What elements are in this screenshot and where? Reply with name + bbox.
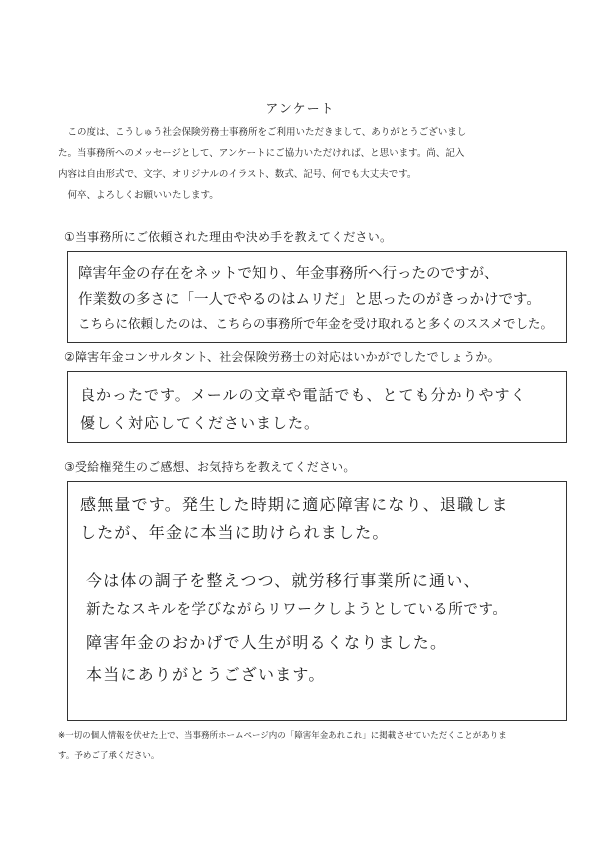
question-2: ②障害年金コンサルタント、社会保険労務士の対応はいかがでしたでしょうか。 [64, 350, 500, 364]
answer-2-line-1: 良かったです。メールの文章や電話でも、とても分かりやすく [80, 386, 527, 404]
answer-box-2 [67, 371, 567, 443]
answer-box-1 [67, 251, 567, 343]
answer-3-line-5: 障害年金のおかげで人生が明るくなりました。 [86, 633, 448, 652]
question-1: ①当事務所にご依頼された理由や決め手を教えてください。 [64, 230, 393, 244]
answer-3-line-1: 感無量です。発生した時期に適応障害になり、退職しま [80, 495, 509, 514]
intro-text: この度は、こうしゅう社会保険労務士事務所をご利用いただきまして、ありがとうございまし た。当事務所へのメッセージとして、アンケートにご協力いただければ、と思います。尚、記入 内容は自由形式で、文字、オリジナルのイラスト、数式、記号、何でも大丈夫です。 何卒、よろしくお願いいたします。 [58, 127, 467, 201]
answer-1-line-1: 障害年金の存在をネットで知り、年金事務所へ行ったのですが、 [78, 266, 499, 282]
answer-3-line-3: 今は体の調子を整えつつ、就労移行事業所に通い、 [86, 571, 481, 590]
privacy-note: ※一切の個人情報を伏せた上で、当事務所ホームページ内の「障害年金あれこれ」に掲載させていただくことがありま す。予めご了承ください。 [58, 731, 507, 761]
answer-1-line-2: 作業数の多さに「一人でやるのはムリだ」と思ったのがきっかけです。 [78, 292, 541, 308]
answer-3-line-4: 新たなスキルを学びながらリワークしようとしている所です。 [86, 602, 508, 618]
page-title: アンケート [265, 102, 335, 117]
answer-3-line-2: したが、年金に本当に助けられました。 [80, 523, 390, 542]
answer-3-line-6: 本当にありがとうございます。 [86, 665, 326, 684]
question-3: ③受給権発生のご感想、お気持ちを教えてください。 [64, 460, 356, 474]
answer-2-line-2: 優しく対応してくださいました。 [80, 414, 321, 432]
answer-1-line-3: こちらに依頼したのは、こちらの事務所で年金を受け取れると多くのススメでした。 [78, 316, 554, 331]
answer-box-3 [67, 481, 567, 721]
